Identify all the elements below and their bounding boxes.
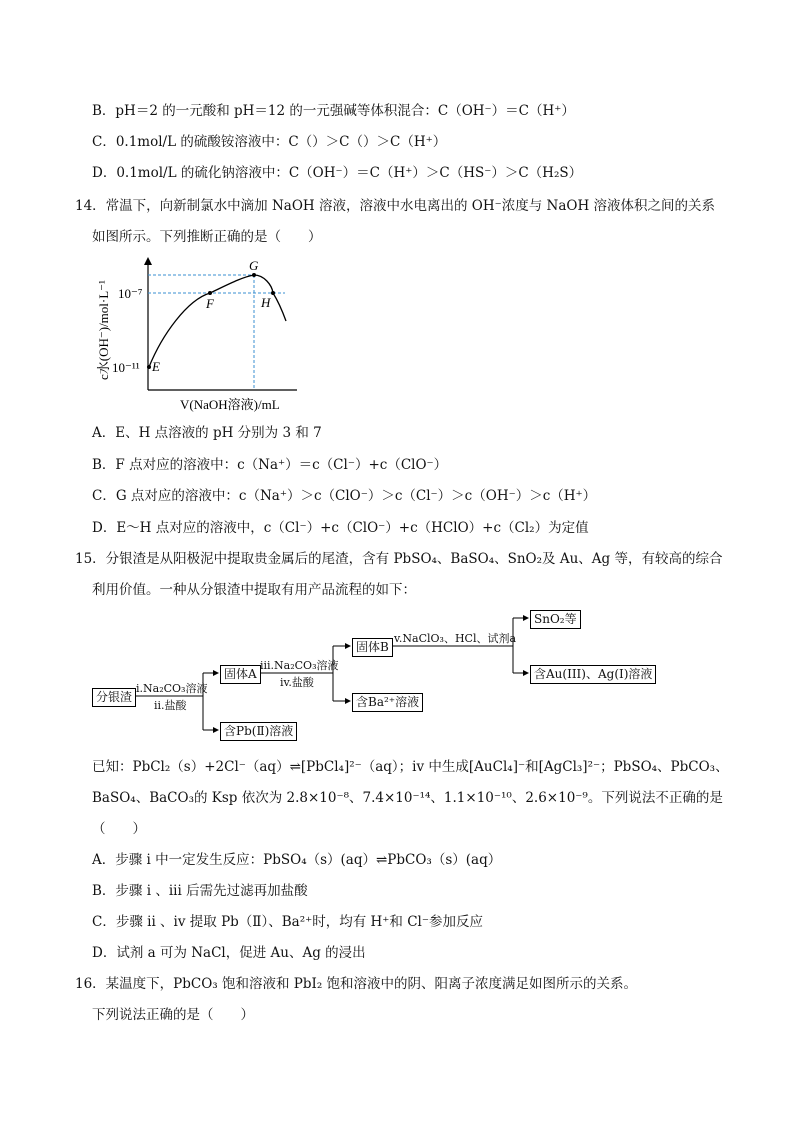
q15-stem-line1: 15．分银渣是从阳极泥中提取贵金属后的尾渣，含有 PbSO₄、BaSO₄、SnO₂及 Au、Ag 等，有较高的综合	[75, 551, 723, 567]
point-e	[147, 365, 151, 369]
q15-known-line1: 已知：PbCl₂（s）+2Cl⁻（aq）⇌[PbCl₄]²⁻（aq）；iv 中生成[AuCl₄]⁻和[AgCl₃]²⁻；PbSO₄、PbCO₃、	[92, 759, 729, 775]
flow-start-box: 分银渣	[92, 688, 136, 707]
curve	[149, 275, 286, 367]
q15-option-b: B．步骤 i 、iii 后需先过滤再加盐酸	[92, 883, 308, 899]
q15-option-d: D．试剂 a 可为 NaCl，促进 Au、Ag 的浸出	[92, 945, 366, 961]
flow-step1-top: i.Na₂CO₃溶液	[136, 682, 208, 695]
y-axis-label: c水(OH⁻)/mol·L⁻¹	[96, 280, 111, 380]
ytick-1e-7: 10⁻⁷	[118, 286, 143, 301]
flow-ba-solution-box: 含Ba²⁺溶液	[352, 693, 423, 712]
q15-option-a: A．步骤 i 中一定发生反应：PbSO₄（s）(aq）⇌PbCO₃（s）(aq）	[92, 852, 502, 868]
flow-au-ag-box: 含Au(III)、Ag(I)溶液	[530, 665, 656, 684]
y-axis-arrow	[144, 257, 152, 265]
flow-solid-b-box: 固体B	[352, 638, 393, 657]
point-h	[271, 291, 275, 295]
x-axis-label: V(NaOH溶液)/mL	[180, 397, 280, 412]
q16-stem-line1: 16．某温度下，PbCO₃ 饱和溶液和 PbI₂ 饱和溶液中的阴、阳离子浓度满足如图所示的关系。	[75, 976, 638, 992]
q14-stem-line1: 14．常温下，向新制氯水中滴加 NaOH 溶液，溶液中水电离出的 OH⁻浓度与 NaOH 溶液体积之间的关系	[75, 198, 716, 214]
q13-option-d: D．0.1mol/L 的硫化钠溶液中：C（OH⁻）＝C（H⁺）＞C（HS⁻）＞C（H₂S）	[92, 165, 583, 181]
q13-option-c: C．0.1mol/L 的硫酸铵溶液中：C（）＞C（）＞C（H⁺）	[92, 134, 447, 150]
point-f	[208, 291, 212, 295]
q14-option-d: D．E～H 点对应的溶液中，c（Cl⁻）+c（ClO⁻）+c（HClO）+c（Cl₂）为定值	[92, 520, 589, 536]
flow-sno2-box: SnO₂等	[530, 610, 581, 629]
q15-known-line2: BaSO₄、BaCO₃的 Ksp 依次为 2.8×10⁻⁸、7.4×10⁻¹⁴、1.1×10⁻¹⁰、2.6×10⁻⁹。下列说法不正确的是	[92, 790, 723, 806]
q14-stem-line2: 如图所示。下列推断正确的是（ ）	[92, 229, 322, 245]
q14-chart	[92, 255, 322, 415]
flow-step5: v.NaClO₃、HCl、试剂a	[394, 632, 517, 645]
flow-solid-a-box: 固体A	[220, 665, 261, 684]
label-e: E	[152, 359, 160, 374]
q15-flowchart	[92, 608, 652, 748]
label-g: G	[249, 258, 259, 273]
q15-known-line3: （ ）	[92, 821, 146, 837]
point-g	[252, 273, 256, 277]
q15-option-c: C．步骤 ii 、iv 提取 Pb（Ⅱ）、Ba²⁺时，均有 H⁺和 Cl⁻参加反应	[92, 914, 483, 930]
flow-step1-bottom: ii.盐酸	[154, 699, 187, 712]
q16-stem-line2: 下列说法正确的是（ ）	[92, 1007, 254, 1023]
flow-pb-solution-box: 含Pb(Ⅱ)溶液	[220, 722, 297, 741]
label-h: H	[261, 295, 271, 310]
q14-option-a: A．E、H 点溶液的 pH 分别为 3 和 7	[92, 425, 322, 441]
ytick-1e-11: 10⁻¹¹	[112, 360, 140, 375]
q14-option-b: B．F 点对应的溶液中：c（Na⁺）＝c（Cl⁻）+c（ClO⁻）	[92, 457, 448, 473]
flow-step3-bottom: iv.盐酸	[280, 676, 314, 689]
q14-option-c: C．G 点对应的溶液中：c（Na⁺）＞c（ClO⁻）＞c（Cl⁻）＞c（OH⁻）＞c（H⁺）	[92, 488, 597, 504]
label-f: F	[206, 296, 214, 311]
q15-stem-line2: 利用价值。一种从分银渣中提取有用产品流程的如下：	[92, 582, 416, 598]
q13-option-b: B．pH＝2 的一元酸和 pH＝12 的一元强碱等体积混合：C（OH⁻）＝C（H⁺）	[92, 103, 575, 119]
flow-step3-top: iii.Na₂CO₃溶液	[260, 659, 339, 672]
